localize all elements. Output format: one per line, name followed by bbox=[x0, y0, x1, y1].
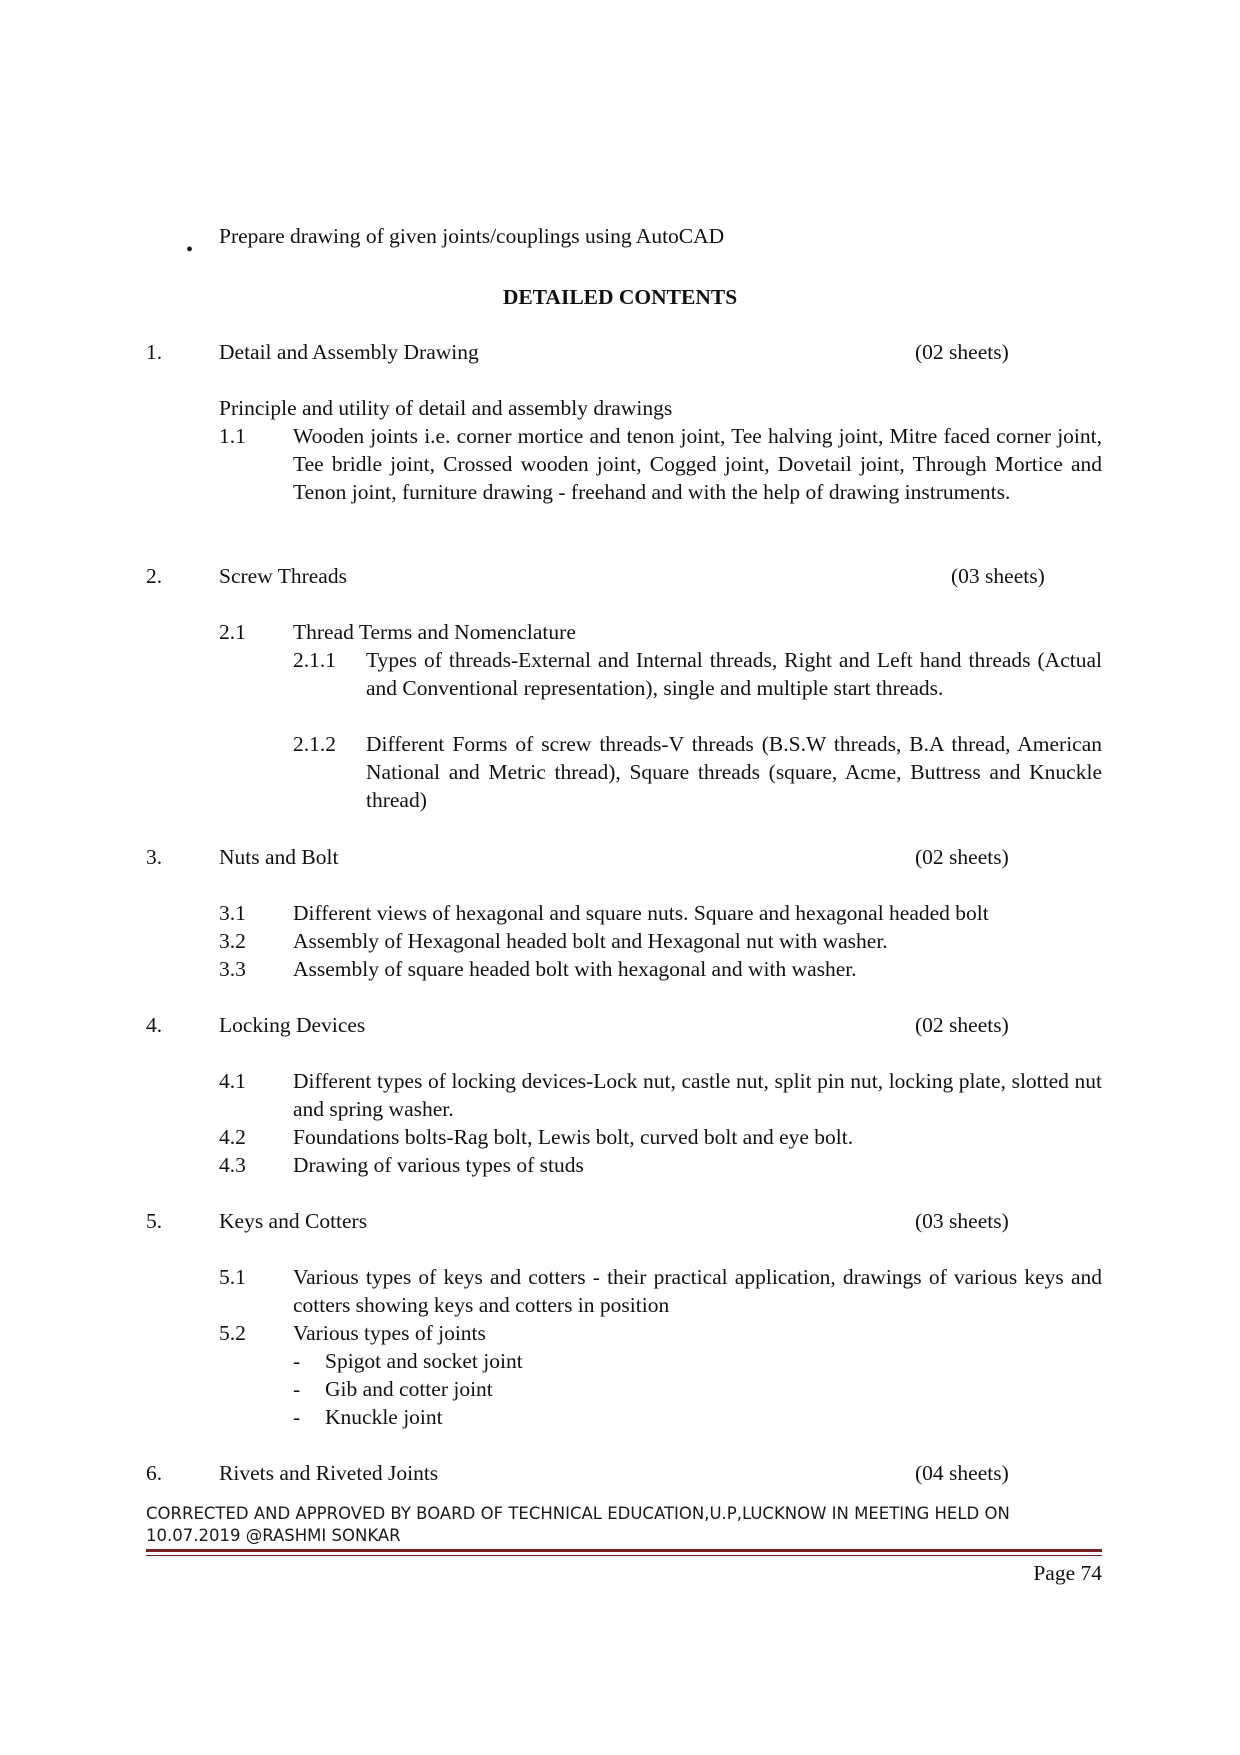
item-4-2-number: 4.2 bbox=[219, 1125, 246, 1149]
section-1-number: 1. bbox=[146, 340, 163, 364]
page-title: DETAILED CONTENTS bbox=[502, 285, 738, 309]
section-5-sheets: (03 sheets) bbox=[915, 1209, 1009, 1233]
sub-item-gib: Gib and cotter joint bbox=[325, 1377, 493, 1401]
item-4-2-text: Foundations bolts-Rag bolt, Lewis bolt, curved bolt and eye bolt. bbox=[293, 1125, 854, 1149]
item-4-3-number: 4.3 bbox=[219, 1153, 246, 1177]
section-1-intro: Principle and utility of detail and assembly drawings bbox=[219, 396, 673, 420]
item-3-1-text: Different views of hexagonal and square nuts. Square and hexagonal headed bolt bbox=[293, 901, 989, 925]
item-4-1-text: Different types of locking devices-Lock nut, castle nut, split pin nut, locking plate, slotted nut and spring washer. bbox=[293, 1069, 1102, 1121]
section-6-sheets: (04 sheets) bbox=[915, 1461, 1009, 1485]
item-3-2-number: 3.2 bbox=[219, 929, 246, 953]
item-2-1-1-text: Types of threads-External and Internal threads, Right and Left hand threads (Actual and Conventional representation), single and multiple start threads. bbox=[366, 648, 1102, 700]
section-3-number: 3. bbox=[146, 845, 163, 869]
section-1-title: Detail and Assembly Drawing bbox=[219, 340, 479, 364]
section-6-title: Rivets and Riveted Joints bbox=[219, 1461, 439, 1485]
item-3-3-number: 3.3 bbox=[219, 957, 246, 981]
section-2-sheets: (03 sheets) bbox=[951, 564, 1045, 588]
item-2-1-1-number: 2.1.1 bbox=[293, 648, 336, 672]
dash-icon: - bbox=[293, 1349, 301, 1373]
item-1-1-text: Wooden joints i.e. corner mortice and tenon joint, Tee halving joint, Mitre faced corner joint, Tee bridle joint, Crossed wooden joint, Cogged joint, Dovetail joint, Through Mortice and Tenon joint, furniture drawing - freehand and with the help of drawing instruments. bbox=[293, 424, 1102, 504]
section-4-title: Locking Devices bbox=[219, 1013, 366, 1037]
item-3-2-text: Assembly of Hexagonal headed bolt and Hexagonal nut with washer. bbox=[293, 929, 888, 953]
section-4-number: 4. bbox=[146, 1013, 163, 1037]
footer-rule-thin bbox=[146, 1555, 1102, 1556]
item-3-3-text: Assembly of square headed bolt with hexagonal and with washer. bbox=[293, 957, 857, 981]
sub-item-spigot: Spigot and socket joint bbox=[325, 1349, 523, 1373]
section-6-number: 6. bbox=[146, 1461, 163, 1485]
item-4-3-text: Drawing of various types of studs bbox=[293, 1153, 584, 1177]
item-4-1-number: 4.1 bbox=[219, 1069, 246, 1093]
footer-approval-line-2: 10.07.2019 @RASHMI SONKAR bbox=[146, 1526, 401, 1545]
bullet-icon: • bbox=[186, 239, 194, 261]
item-2-1-2-text: Different Forms of screw threads-V threads (B.S.W threads, B.A thread, American National and Metric thread), Square threads (square, Acme, Buttress and Knuckle thread) bbox=[366, 732, 1102, 812]
page-number: Page 74 bbox=[1033, 1561, 1102, 1585]
item-5-2-number: 5.2 bbox=[219, 1321, 246, 1345]
item-2-1-number: 2.1 bbox=[219, 620, 246, 644]
dash-icon: - bbox=[293, 1405, 301, 1429]
footer-rule bbox=[146, 1549, 1102, 1552]
section-2-number: 2. bbox=[146, 564, 163, 588]
section-4-sheets: (02 sheets) bbox=[915, 1013, 1009, 1037]
footer-approval-line-1: CORRECTED AND APPROVED BY BOARD OF TECHNICAL EDUCATION,U.P,LUCKNOW IN MEETING HELD ON bbox=[146, 1504, 1010, 1523]
item-1-1-number: 1.1 bbox=[219, 424, 246, 448]
section-5-title: Keys and Cotters bbox=[219, 1209, 368, 1233]
section-5-number: 5. bbox=[146, 1209, 163, 1233]
section-3-sheets: (02 sheets) bbox=[915, 845, 1009, 869]
item-2-1-2-number: 2.1.2 bbox=[293, 732, 336, 756]
item-2-1-text: Thread Terms and Nomenclature bbox=[293, 620, 576, 644]
sub-item-knuckle: Knuckle joint bbox=[325, 1405, 443, 1429]
item-5-1-text: Various types of keys and cotters - their practical application, drawings of various keys and cotters showing keys and cotters in position bbox=[293, 1265, 1102, 1317]
item-5-2-text: Various types of joints bbox=[293, 1321, 486, 1345]
section-2-title: Screw Threads bbox=[219, 564, 347, 588]
item-5-1-number: 5.1 bbox=[219, 1265, 246, 1289]
dash-icon: - bbox=[293, 1377, 301, 1401]
item-3-1-number: 3.1 bbox=[219, 901, 246, 925]
section-1-sheets: (02 sheets) bbox=[915, 340, 1009, 364]
bullet-text: Prepare drawing of given joints/couplings using AutoCAD bbox=[219, 224, 725, 248]
section-3-title: Nuts and Bolt bbox=[219, 845, 339, 869]
